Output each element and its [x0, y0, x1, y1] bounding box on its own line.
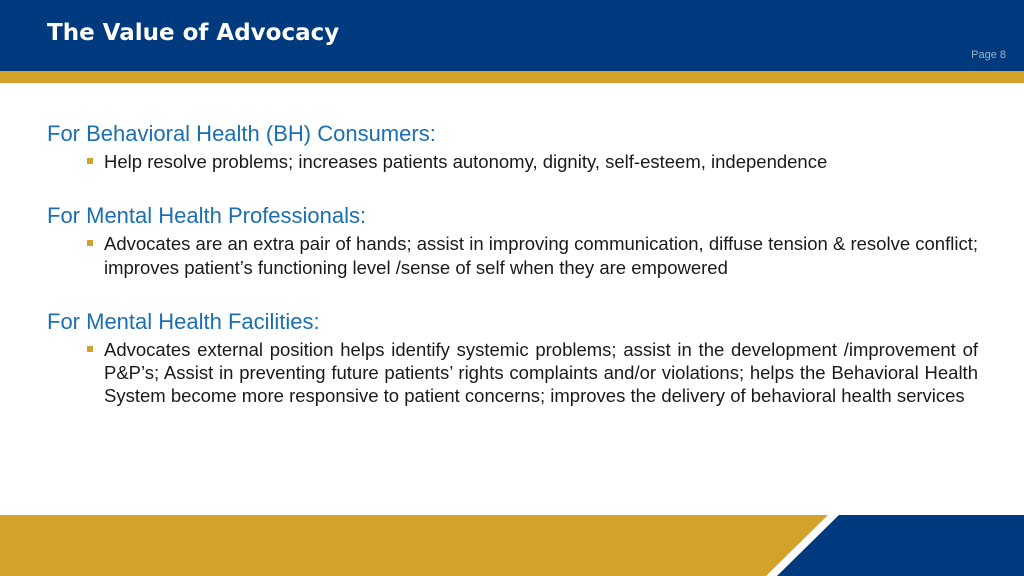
- square-bullet-icon: [87, 158, 93, 164]
- bullet-text: Advocates external position helps identify systemic problems; assist in the development /improvement of P&P’s; Assist in preventing future patients’ rights complaints and/or violations; helps the Behavioral Health System become more responsive to patient concerns; improves the delivery of behavioral health services: [104, 338, 978, 407]
- square-bullet-icon: [87, 346, 93, 352]
- header-gold-stripe: [0, 71, 1024, 83]
- header-band: [0, 0, 1024, 71]
- footer-graphic: [0, 515, 1024, 576]
- bullet-item: [47, 232, 978, 279]
- section-bh-consumers: [47, 120, 978, 173]
- section-heading: For Behavioral Health (BH) Consumers:: [47, 121, 436, 146]
- square-bullet-icon: [87, 240, 93, 246]
- section-mh-professionals: [47, 202, 978, 279]
- slide-content: [47, 120, 978, 437]
- bullet-text: Advocates are an extra pair of hands; assist in improving communication, diffuse tension & resolve conflict; improves patient’s functioning level /sense of self when they are empowered: [104, 233, 978, 278]
- section-mh-facilities: [47, 308, 978, 408]
- footer-band: [0, 515, 1024, 576]
- section-heading: For Mental Health Facilities:: [47, 308, 320, 334]
- section-heading: For Mental Health Professionals:: [47, 203, 367, 229]
- bullet-item: [47, 150, 978, 173]
- page-number: Page 8: [971, 49, 1006, 61]
- bullet-item: [47, 338, 978, 408]
- bullet-text: Help resolve problems; increases patients autonomy, dignity, self-esteem, independence: [104, 151, 828, 172]
- slide-title: The Value of Advocacy: [47, 20, 340, 46]
